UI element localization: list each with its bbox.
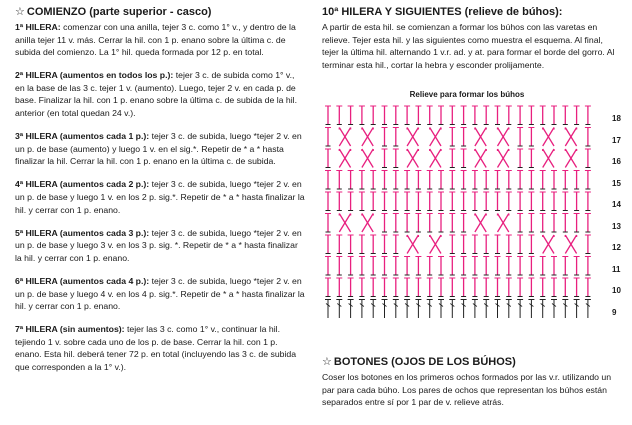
instruction-row	[15, 178, 305, 216]
row-number: 15	[612, 178, 621, 188]
hilera10-text: A partir de esta hil. se comienzan a formar los búhos con las varetas en relieve. Tejer esta hil. y las siguientes como muestra el esquema. Al final, tejer la última hil. alternando 1 v.r. ad. y at. para formar el borde del gorro. Al terminar esta hil., cortar la hebra y esconder prolijamente.	[322, 22, 615, 70]
instruction-label: 1ª HILERA:	[15, 22, 61, 32]
star-icon: ☆	[322, 356, 332, 368]
instruction-label: 5ª HILERA (aumentos cada 3 p.):	[15, 227, 150, 238]
stitch-diagram	[322, 102, 606, 320]
left-column	[15, 6, 305, 384]
instruction-row	[15, 130, 305, 168]
instruction-label: 6ª HILERA (aumentos cada 4 p.):	[15, 276, 150, 286]
row-number: 14	[612, 200, 621, 209]
instruction-row	[15, 323, 305, 373]
row-number: 16	[612, 157, 621, 166]
botones-section	[322, 356, 622, 419]
instruction-label: 7ª HILERA (sin aumentos):	[15, 324, 125, 335]
instruction-label: 4ª HILERA (aumentos cada 2 p.):	[15, 179, 150, 190]
hilera10-heading: 10ª HILERA Y SIGUIENTES (relieve de búhos):	[322, 6, 563, 18]
instruction-text: tejer 3 c. de subida, luego *tejer 2 v. en un p. de base y luego 4 v. en los 4 p. sig.*. Repetir de * a * hasta finalizar la hil. y cerrar con 1 p. enano.	[15, 276, 305, 312]
botones-text: Coser los botones en los primeros ochos formados por las v.r. utilizando un par para cada búho. Los pares de ochos que representan los búhos están separados entre sí por 1 par de v. relieve atrás.	[322, 372, 612, 408]
instruction-text: tejer 3 c. de subida, luego *tejer 2 v. en un p. de base y luego 1 v. en los 2 p. sig.*. Repetir de * a * hasta finalizar la hil. y cerrar con 1 p. enano.	[15, 179, 305, 215]
instruction-text: comenzar con una anilla, tejer 3 c. como 1° v., y dentro de la anilla tejer 11 v. más. Cerrar la hil. con 1 p. enano sobre la última c. de subida del comienzo. La 1° hil. queda formada por 12 p. en total.	[15, 22, 296, 58]
chart-title: Relieve para formar los búhos	[409, 90, 525, 99]
stitch-chart	[322, 90, 628, 322]
row-number: 11	[612, 264, 621, 274]
instruction-label: 2ª HILERA (aumentos en todos los p.):	[15, 70, 174, 81]
row-number: 9	[612, 307, 617, 317]
instruction-label: 3ª HILERA (aumentos cada 1 p.):	[15, 131, 150, 142]
comienzo-heading: ☆ COMIENZO (parte superior - casco)	[15, 6, 212, 18]
star-icon: ☆	[15, 6, 25, 18]
row-number: 18	[612, 114, 621, 123]
row-number: 12	[612, 243, 621, 252]
instruction-row	[15, 21, 305, 59]
botones-heading: ☆ BOTONES (OJOS DE LOS BÚHOS)	[322, 356, 516, 368]
instruction-text: tejer las 3 c. como 1° v., continuar la hil. tejiendo 1 v. sobre cada uno de los p. de base. Cerrar la hil. con 1 p. enano. Esta hil. deberá tener 72 p. en total (incluyendo las 3 c. de subida que corresponden a la 1° v.).	[15, 324, 297, 373]
instruction-row	[15, 227, 305, 265]
row-number: 13	[612, 221, 621, 231]
instruction-row	[15, 69, 305, 119]
row-number: 10	[612, 286, 621, 295]
instruction-text: tejer 3 c. de subida, luego *tejer 2 v. en un p. de base (aumento) y luego 1 v. en el sig.*. Repetir de * a * hasta finalizar la hil. Cerrar la hil. con 1 p. enano en la última c. de subida.	[15, 131, 302, 167]
instruction-list	[15, 21, 305, 374]
row-number: 17	[612, 135, 621, 145]
instruction-text: tejer 3 c. de subida, luego *tejer 2 v. en un p. de base y luego 3 v. en los 3 p. sig. *. Repetir de * a * hasta finalizar la hil. y cerrar con 1 p. enano.	[15, 227, 302, 263]
right-column	[322, 6, 622, 82]
instruction-row	[15, 275, 305, 313]
instruction-text: tejer 3 c. de subida como 1° v., en la base de las 3 c. tejer 1 v. (aumento). Luego, tejer 2 v. en cada p. de base. Finalizar la hil. con 1 p. enano sobre la última c. de subida de la hil. anterior (en total quedan 24 v.).	[15, 70, 298, 119]
